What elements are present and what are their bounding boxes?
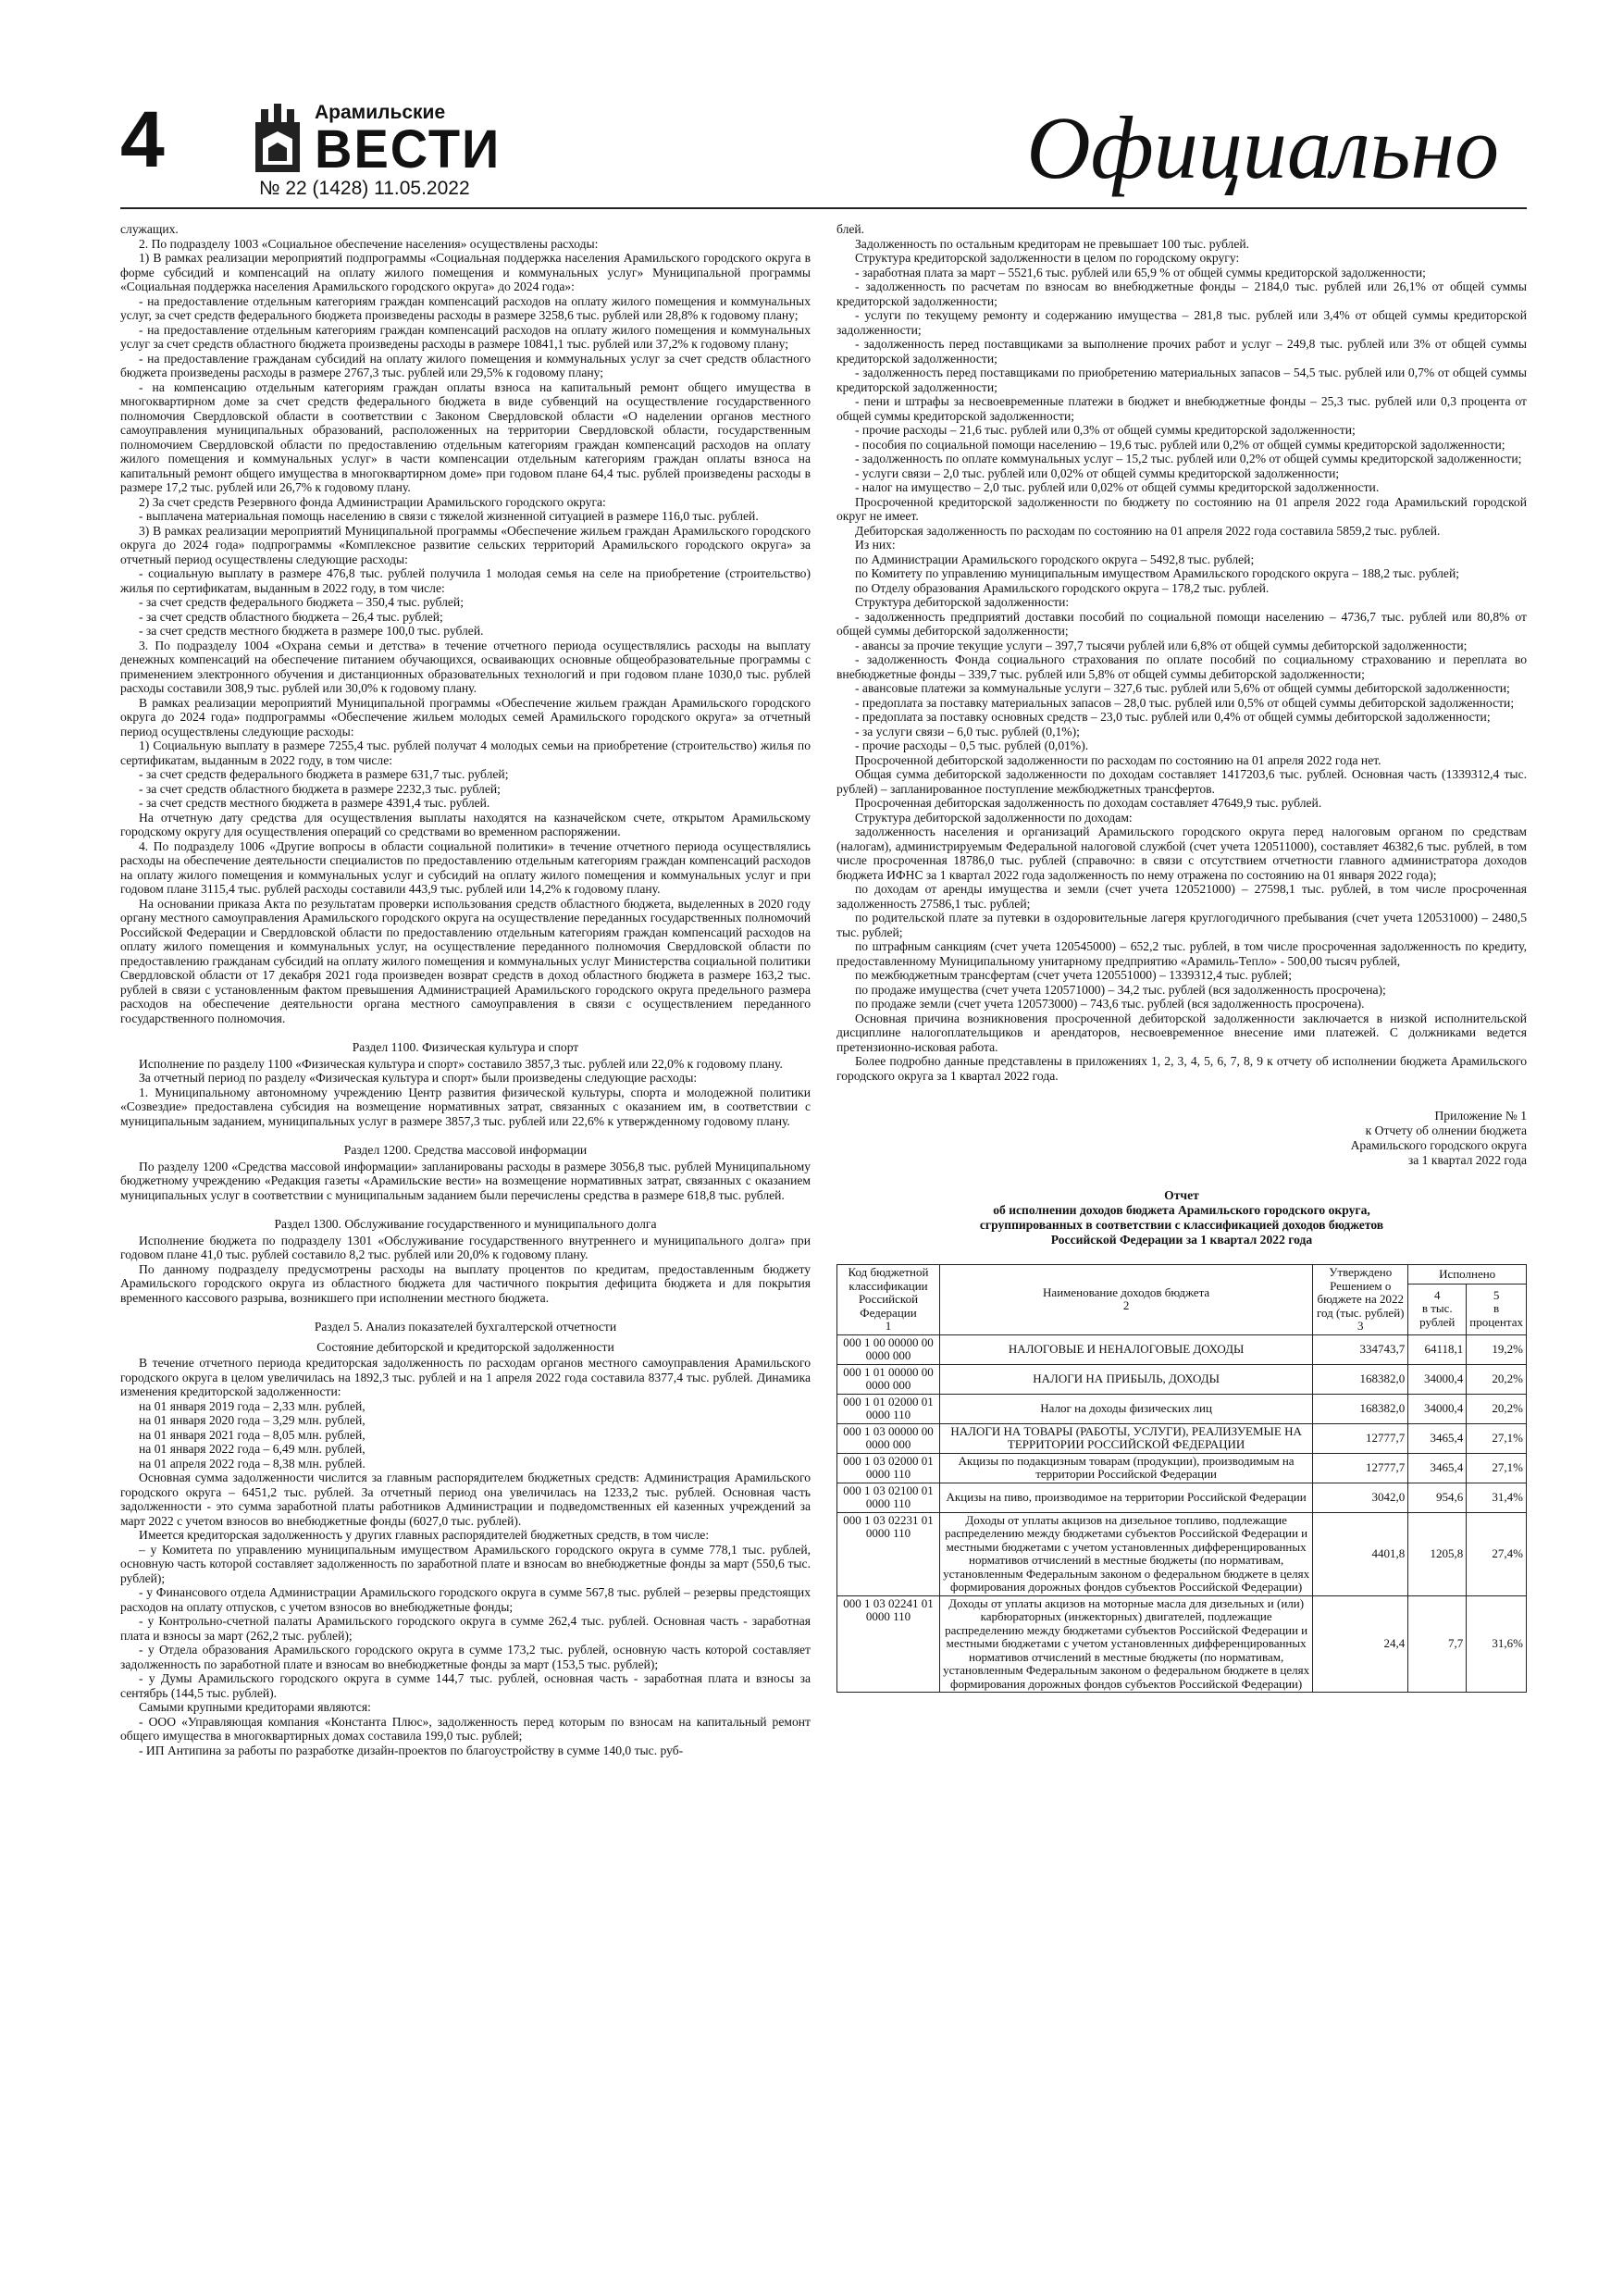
paragraph: по Комитету по управлению муниципальным имуществом Арамильского городского округа – 188,2 тыс. рублей;: [855, 566, 1460, 580]
table-row: 000 1 03 02000 01 0000 110 Акцизы по подакцизным товарам (продукции), производимым на территории Российской Федерации 12777,7 3465,4 27,1%: [837, 1453, 1527, 1483]
paragraph: задолженность населения и организаций Арамильского городского округа перед налоговым органом по средствам (налогам), администрируемым Федеральной налоговой службой (счет учета 120511000), составляет 46382,6 тыс. рублей, в том числе просроченная 18786,0 тыс. рублей (справочно: в связи с отсутствием отчетности главного администратора доходов бюджета ИФНС за 1 квартал 2022 года задолженность по нему отражена по состоянию на 01 января 2022 года);: [836, 825, 1527, 882]
revenue-table: [836, 1264, 1527, 1693]
paragraph: - у Думы Арамильского городского округа в сумме 144,7 тыс. рублей, основная часть - заработная плата и взносы за сентябрь (144,5 тыс. рублей).: [120, 1671, 811, 1700]
paragraph: - задолженность по оплате коммунальных услуг – 15,2 тыс. рублей или 0,2% от общей суммы кредиторской задолженности;: [855, 452, 1522, 465]
paragraph: 1. Муниципальному автономному учреждению Центр развития физической культуры, спорта и молодежной политики «Созвездие» предоставлена субсидия на возмещение нормативных затрат, связанных с оказанием им, в соответствии с муниципальным заданием, муниципальных услуг в размере 3857,3 тыс. рублей или 22,6% к утвержденному годовому плану.: [120, 1085, 811, 1128]
paragraph: служащих.: [120, 222, 179, 236]
paragraph: - ООО «Управляющая компания «Константа Плюс», задолженность перед которым по взносам на капитальный ремонт общего имущества в многоквартирных домах составила 199,0 тыс. рублей;: [120, 1714, 811, 1743]
paragraph: Исполнение по разделу 1100 «Физическая культура и спорт» составило 3857,3 тыс. рублей или 22,0% к годовому плану.: [139, 1056, 783, 1071]
paragraph: - на компенсацию отдельным категориям граждан оплаты взноса на капитальный ремонт общего имущества в многоквартирном доме за счет средств федерального бюджета в виде субвенций на осуществление государственного полномочия Свердловской области в соответствии с Законом Свердловской области «О наделении органов местного самоуправления муниципальных образований, расположенных на территории Свердловской области, государственным полномочием Свердловской области по предоставлению отдельным категориям граждан компенсаций расходов на оплату жилого помещения и коммунальных услуг» в части компенсации отдельным категориям граждан оплаты взноса на капитальный ремонт общего имущества в многоквартирном доме» при годовом плане 64,4 тыс. рублей произведены расходы в размере 17,2 тыс. рублей или 26,7% к годовому плану.: [120, 379, 811, 494]
paragraph: по штрафным санкциям (счет учета 120545000) – 652,2 тыс. рублей, в том числе просроченная задолженность по кредиту, предоставленному Муниципальному унитарному предприятию «Арамиль-Тепло» - 500,00 тысяч рублей,: [836, 939, 1527, 968]
header-divider: [120, 207, 1527, 209]
table-row: 000 1 03 02241 01 0000 110 Доходы от уплаты акцизов на моторные масла для дизельных и (или) карбюраторных (инжекторных) двигателей, подлежащие распределению между бюджетами субъектов Российской Федерации и местными бюджетами с учетом установленных дифференцированных нормативов отчислений в местные бюджеты (по нормативам, установленным Федеральным законом о федеральном бюджете в целях формирования дорожных фондов субъектов Российской Федерации) 24,4 7,7 31,6%: [837, 1595, 1527, 1693]
table-row: 000 1 03 00000 00 0000 000 НАЛОГИ НА ТОВАРЫ (РАБОТЫ, УСЛУГИ), РЕАЛИЗУЕМЫЕ НА ТЕРРИТОРИИ РОССИЙСКОЙ ФЕДЕРАЦИИ 12777,7 3465,4 27,1%: [837, 1423, 1527, 1453]
paragraph: - выплачена материальная помощь населению в связи с тяжелой жизненной ситуацией в размере 116,0 тыс. рублей.: [139, 509, 759, 523]
paragraph: 1) Социальную выплату в размере 7255,4 тыс. рублей получат 4 молодых семьи на приобретение (строительство) жилья по сертификатам, выданным в 2022 году, в том числе:: [120, 738, 811, 767]
table-row: 000 1 00 00000 00 0000 000 НАЛОГОВЫЕ И НЕНАЛОГОВЫЕ ДОХОДЫ 334743,7 64118,1 19,2%: [837, 1334, 1527, 1364]
paragraph: на 01 апреля 2022 года – 8,38 млн. рублей.: [139, 1456, 365, 1471]
paragraph: 2) За счет средств Резервного фонда Администрации Арамильского городского округа:: [139, 494, 606, 509]
paragraph: - у Финансового отдела Администрации Арамильского городского округа в сумме 567,8 тыс. рублей – резервы предстоящих расходов на оплату отпусков, с учетом взносов во внебюджетные фонды;: [120, 1585, 811, 1614]
paragraph: Просроченная дебиторская задолженность по доходам составляет 47649,9 тыс. рублей.: [855, 796, 1322, 810]
paragraph: По данному подразделу предусмотрены расходы на выплату процентов по кредитам, предоставленным бюджету Арамильского городского округа из областного бюджета для частичного покрытия дефицита бюджета и для покрытия временного кассового разрыва, возникшего при исполнении местного бюджета.: [120, 1261, 811, 1305]
paragraph: на 01 января 2021 года – 8,05 млн. рублей,: [139, 1427, 365, 1442]
paragraph: Основная причина возникновения просроченной дебиторской задолженности заключается в низкой исполнительской дисциплине налогоплательщиков и арендаторов, несвоевременное внесение ими платежей. С должниками ведется претензионно-исковая работа.: [836, 1011, 1527, 1054]
paragraph: по продаже земли (счет учета 120573000) – 743,6 тыс. рублей (вся задолженность просрочена).: [855, 997, 1365, 1011]
paragraph: - на предоставление отдельным категориям граждан компенсаций расходов на оплату жилого помещения и коммунальных услуг, за счет средств федерального бюджета произведены расходы в размере 3258,6 тыс. рублей или 28,8% к годовому плану;: [120, 293, 811, 322]
paragraph: блей.: [836, 222, 865, 236]
paragraph: по Администрации Арамильского городского округа – 5492,8 тыс. рублей;: [855, 552, 1255, 566]
newspaper-logo-emblem: [252, 102, 304, 176]
header-approved: Утверждено Решением о бюджете на 2022 год (тыс. рублей) 3: [1313, 1265, 1408, 1335]
header-pct: 5 в процентах: [1467, 1284, 1527, 1334]
paragraph: Из них:: [855, 538, 896, 552]
header-executed: Исполнено: [1408, 1265, 1527, 1285]
paragraph: - за счет средств областного бюджета – 26,4 тыс. рублей;: [139, 609, 443, 624]
paragraph: по доходам от аренды имущества и земли (счет учета 120521000) – 27598,1 тыс. рублей, в том числе просроченная задолженность 27586,1 тыс. рублей;: [836, 882, 1527, 911]
paragraph: - за счет средств федерального бюджета в размере 631,7 тыс. рублей;: [139, 767, 509, 781]
paragraph: - налог на имущество – 2,0 тыс. рублей или 0,02% от общей суммы кредиторской задолженности.: [855, 480, 1380, 494]
paragraph: Просроченной кредиторской задолженности по бюджету по состоянию на 01 апреля 2022 года Арамильский городской округ не имеет.: [836, 494, 1527, 523]
header-code: Код бюджетной классификации Российской Федерации 1: [837, 1265, 940, 1335]
paragraph: - за счет средств местного бюджета в размере 100,0 тыс. рублей.: [139, 624, 484, 638]
paragraph: Более подробно данные представлены в приложениях 1, 2, 3, 4, 5, 6, 7, 8, 9 к отчету об исполнении бюджета Арамильского городского округа за 1 квартал 2022 года.: [836, 1054, 1527, 1083]
paragraph: Просроченной дебиторской задолженности по расходам по состоянию на 01 апреля 2022 года нет.: [855, 752, 1381, 767]
paragraph: - заработная плата за март – 5521,6 тыс. рублей или 65,9 % от общей суммы кредиторской задолженности;: [855, 265, 1426, 279]
paragraph: Структура кредиторской задолженности в целом по городскому округу:: [855, 251, 1240, 265]
section-heading-1300: Раздел 1300. Обслуживание государственного и муниципального долга: [274, 1217, 657, 1231]
paragraph: - предоплата за поставку материальных запасов – 28,0 тыс. рублей или 0,5% от общей суммы дебиторской задолженности;: [855, 695, 1515, 710]
right-column: [836, 222, 1527, 1693]
table-row: 000 1 01 02000 01 0000 110 Налог на доходы физических лиц 168382,0 34000,4 20,2%: [837, 1394, 1527, 1423]
report-title: Отчет об исполнении доходов бюджета Арамильского городского округа, сгруппированных в соответствии с классификацией доходов бюджетов Российской Федерации за 1 квартал 2022 года: [979, 1188, 1384, 1247]
table-row: 000 1 03 02100 01 0000 110 Акцизы на пиво, производимое на территории Российской Федерации 3042,0 954,6 31,4%: [837, 1483, 1527, 1512]
paragraph: - на предоставление отдельным категориям граждан компенсаций расходов на оплату жилого помещения и коммунальных услуг за счет средств областного бюджета произведены расходы в размере 10841,1 тыс. рублей или 37,2% к годовому плану;: [120, 322, 811, 351]
section-title: Официально: [1026, 98, 1499, 197]
paragraph: - у Контрольно-счетной палаты Арамильского городского округа в сумме 262,4 тыс. рублей. Основная часть - заработная плата и взносы за март (262,2 тыс. рублей);: [120, 1614, 811, 1643]
table-row: 000 1 03 02231 01 0000 110 Доходы от уплаты акцизов на дизельное топливо, подлежащие распределению между бюджетами субъектов Российской Федерации и местными бюджетами с учетом установленных дифференцированных нормативов отчислений в местные бюджеты (по нормативам, установленным Федеральным законом о федеральном бюджете в целях формирования дорожных фондов субъектов Российской Федерации) 4401,8 1205,8 27,4%: [837, 1512, 1527, 1595]
paragraph: 3) В рамках реализации мероприятий Муниципальной программы «Обеспечение жильем граждан Арамильского городского округа до 2024 года» подпрограммы «Комплексное развитие сельских территорий Арамильского городского округа» за отчетный период осуществлены следующие расходы:: [120, 523, 811, 566]
paragraph: В рамках реализации мероприятий Муниципальной программы «Обеспечение жильем граждан Арамильского городского округа до 2024 года» подпрограммы «Обеспечение жильем молодых семей Арамильского городского округа» за отчетный период осуществлены следующие расходы:: [120, 695, 811, 738]
section-heading-1100: Раздел 1100. Физическая культура и спорт: [352, 1040, 579, 1054]
paragraph: - за счет средств областного бюджета в размере 2232,3 тыс. рублей;: [139, 781, 501, 796]
page-header: [120, 93, 1508, 208]
header-rub: 4 в тыс. рублей: [1408, 1284, 1467, 1334]
paragraph: За отчетный период по разделу «Физическая культура и спорт» были произведены следующие расходы:: [139, 1071, 698, 1085]
header-name: Наименование доходов бюджета 2: [940, 1265, 1313, 1335]
paragraph: - задолженность по расчетам по взносам во внебюджетные фонды – 2184,0 тыс. рублей или 26,1% от общей суммы кредиторской задолженности;: [836, 279, 1527, 308]
paragraph: - пени и штрафы за несвоевременные платежи в бюджет и внебюджетные фонды – 25,3 тыс. рублей или 0,3 процента от общей суммы кредиторской задолженности;: [836, 394, 1527, 423]
paragraph: Структура дебиторской задолженности:: [855, 595, 1070, 609]
paragraph: на 01 января 2022 года – 6,49 млн. рублей,: [139, 1442, 365, 1456]
section-heading-1200: Раздел 1200. Средства массовой информации: [343, 1143, 588, 1157]
paragraph: - прочие расходы – 0,5 тыс. рублей (0,01%).: [855, 738, 1089, 752]
paragraph: Имеется кредиторская задолженность у других главных распорядителей бюджетных средств, в том числе:: [139, 1528, 710, 1542]
paragraph: по родительской плате за путевки в оздоровительные лагеря круглогодичного пребывания (счет учета 120531000) – 2480,5 тыс. рублей;: [836, 911, 1527, 939]
paragraph: Дебиторская задолженность по расходам по состоянию на 01 апреля 2022 года составила 5859,2 тыс. рублей.: [855, 523, 1441, 538]
paragraph: - на предоставление гражданам субсидий на оплату жилого помещения и коммунальных услуг за счет средств областного бюджета произведены расходы в размере 2767,3 тыс. рублей или 29,5% к годовому плану;: [120, 351, 811, 379]
paragraph: Структура дебиторской задолженности по доходам:: [855, 810, 1133, 825]
paragraph: Исполнение бюджета по подразделу 1301 «Обслуживание государственного внутреннего и муниципального долга» при годовом плане 41,0 тыс. рублей составило 8,2 тыс. рублей или 20,0% к годовому плану.: [120, 1233, 811, 1261]
paragraph: - задолженность перед поставщиками по приобретению материальных запасов – 54,5 тыс. рублей или 0,7% от общей суммы кредиторской задолженности;: [836, 366, 1527, 394]
paragraph: - пособия по социальной помощи населению – 19,6 тыс. рублей или 0,2% от общей суммы кредиторской задолженности;: [855, 437, 1505, 452]
appendix-note: Приложение № 1 к Отчету об олнении бюджета Арамильского городского округа за 1 квартал 2022 года: [1350, 1109, 1527, 1167]
paragraph: по Отделу образования Арамильского городского округа – 178,2 тыс. рублей.: [855, 580, 1270, 595]
paragraph: - предоплата за поставку основных средств – 23,0 тыс. рублей или 0,4% от общей суммы дебиторской задолженности;: [855, 710, 1491, 724]
paragraph: - услуги связи – 2,0 тыс. рублей или 0,02% от общей суммы кредиторской задолженности;: [855, 465, 1340, 480]
paragraph: - социальную выплату в размере 476,8 тыс. рублей получила 1 молодая семья на селе на приобретение (строительство) жилья по сертификатам, выданным в 2022 году, в том числе:: [120, 566, 811, 595]
paragraph: В течение отчетного периода кредиторская задолженность по расходам органов местного самоуправления Арамильского городского округа в целом увеличилась на 1892,3 тыс. рублей и на 1 апреля 2022 года составила 8377,4 тыс. рублей. Динамика изменения кредиторской задолженности:: [120, 1356, 811, 1398]
subsection-heading-debts: Состояние дебиторской и кредиторской задолженности: [316, 1339, 614, 1354]
paragraph: На основании приказа Акта по результатам проверки использования средств областного бюджета, выделенных в 2020 году органу местного самоуправления Арамильского городского округа на осуществление переданных государственных полномочий Российской Федерации и Свердловской области по предоставлению отдельным категориям граждан компенсаций расходов на оплату жилого помещения и коммунальных услуг, на осуществление переданного полномочия Свердловской области по предоставлению гражданам субсидий на оплату жилого помещения и коммунальных услуг Министерства социальной политики Свердловской области от 17 декабря 2021 года произведен возврат средств в доход областного бюджета в размере 163,2 тыс. рублей в связи с установленным фактом превышения Администрацией Арамильского городского округа предельного размера расходов на обеспечение деятельности органа местного самоуправления в связи с осуществлением переданного государственного полномочия.: [120, 896, 811, 1025]
paragraph: - услуги по текущему ремонту и содержанию имущества – 281,8 тыс. рублей или 3,4% от общей суммы кредиторской задолженности;: [836, 308, 1527, 337]
paragraph: 3. По подразделу 1004 «Охрана семьи и детства» в течение отчетного периода осуществлялись расходы на выплату денежных компенсаций на обеспечение питанием обучающихся, осваивающих основные общеобразовательные программы с применением электронного обучения и дистанционных образовательных технологий и при годовом плане 1030,0 тыс. рублей расходы составили 308,9 тыс. рублей или 30,0% к годовому плану.: [120, 638, 811, 695]
paragraph: - ИП Антипина за работы по разработке дизайн-проектов по благоустройству в сумме 140,0 тыс. руб-: [139, 1743, 684, 1757]
paragraph: На отчетную дату средства для осуществления выплаты находятся на казначейском счете, открытом Арамильскому городскому округу для осуществления операций со средствами во временном распоряжении.: [120, 810, 811, 838]
paragraph: 4. По подразделу 1006 «Другие вопросы в области социальной политики» в течение отчетного периода осуществлялись расходы на обеспечение деятельности специалистов по предоставлению отдельным категориям граждан компенсаций расходов на оплату жилого помещения и коммунальных услуг и субсидий на оплату жилого помещения и коммунальных услуг и при годовом плане 3115,4 тыс. рублей расходы составили 443,9 тыс. рублей или 14,2% к годовому плану.: [120, 838, 811, 896]
page-number: 4: [120, 95, 165, 184]
paragraph: Основная сумма задолженности числится за главным распорядителем бюджетных средств: Администрация Арамильского городского округа – 6451,2 тыс. рублей. За отчетный период она увеличилась на 1233,2 тыс. рублей. Основная часть задолженности - это сумма заработной платы работников Администрации и подведомственных ей казенных учреждений за март 2022 с учетом взносов во внебюджетные фонды (6027,0 тыс. рублей).: [120, 1471, 811, 1528]
paragraph: - за счет средств местного бюджета в размере 4391,4 тыс. рублей.: [139, 796, 490, 810]
paragraph: по продаже имущества (счет учета 120571000) – 34,2 тыс. рублей (вся задолженность просрочена);: [855, 982, 1386, 997]
paragraph: Самыми крупными кредиторами являются:: [139, 1700, 371, 1714]
table-row: 000 1 01 00000 00 0000 000 НАЛОГИ НА ПРИБЫЛЬ, ДОХОДЫ 168382,0 34000,4 20,2%: [837, 1364, 1527, 1394]
paragraph: по межбюджетным трансфертам (счет учета 120551000) – 1339312,4 тыс. рублей;: [855, 968, 1292, 982]
paragraph: на 01 января 2019 года – 2,33 млн. рублей,: [139, 1398, 365, 1413]
paragraph: - задолженность перед поставщиками за выполнение прочих работ и услуг – 249,8 тыс. рублей или 3% от общей суммы кредиторской задолженности;: [836, 337, 1527, 366]
paragraph: – у Комитета по управлению муниципальным имуществом Арамильского городского округа в сумме 778,1 тыс. рублей, основную часть которой составляет задолженность по заработной плате и взносам во внебюджетные фонды за март (550,6 тыс. рублей);: [120, 1542, 811, 1585]
brand-subtitle: Арамильские: [315, 102, 446, 123]
paragraph: Задолженность по остальным кредиторам не превышает 100 тыс. рублей.: [855, 236, 1250, 251]
paragraph: - задолженность предприятий доставки пособий по социальной помощи населению – 4736,7 тыс. рублей или 80,8% от общей суммы дебиторской задолженности;: [836, 609, 1527, 638]
paragraph: - авансы за прочие текущие услуги – 397,7 тысячи рублей или 6,8% от общей суммы дебиторской задолженности;: [855, 638, 1468, 652]
paragraph: - задолженность Фонда социального страхования по оплате пособий по социальному страхованию и переплата во внебюджетные фонды – 339,7 тыс. рублей или 5,8% от общей суммы дебиторской задолженности;: [836, 652, 1527, 681]
paragraph: на 01 января 2020 года – 3,29 млн. рублей,: [139, 1413, 365, 1427]
issue-number-date: № 22 (1428) 11.05.2022: [259, 178, 470, 199]
paragraph: По разделу 1200 «Средства массовой информации» запланированы расходы в размере 3056,8 тыс. рублей Муниципальному бюджетному учреждению «Редакция газеты «Арамильские вести» на возмещение нормативных затрат, связанных с оказанием муниципальных услуг в соответствии с муниципальным заданием были перечислены средства в размере 618,8 тыс. рублей.: [120, 1159, 811, 1202]
paragraph: - авансовые платежи за коммунальные услуги – 327,6 тыс. рублей или 5,6% от общей суммы дебиторской задолженности;: [855, 681, 1510, 695]
paragraph: - за счет средств федерального бюджета – 350,4 тыс. рублей;: [139, 595, 464, 609]
paragraph: 1) В рамках реализации мероприятий подпрограммы «Социальная поддержка населения Арамильского городского округа в форме субсидий и компенсаций на оплату жилого помещения и коммунальных услуг» Муниципальной программы «Социальная поддержка населения Арамильского городского округа» до 2024 года»:: [120, 251, 811, 293]
paragraph: 2. По подразделу 1003 «Социальное обеспечение населения» осуществлены расходы:: [139, 236, 599, 251]
brand-title: ВЕСТИ: [315, 118, 502, 180]
paragraph: - прочие расходы – 21,6 тыс. рублей или 0,3% от общей суммы кредиторской задолженности;: [855, 423, 1356, 437]
paragraph: - у Отдела образования Арамильского городского округа в сумме 173,2 тыс. рублей, основную часть которой составляет задолженность по заработной плате и взносам во внебюджетные фонды за март (153,5 тыс. рублей);: [120, 1643, 811, 1671]
left-column: [120, 222, 811, 1757]
paragraph: - за услуги связи – 6,0 тыс. рублей (0,1%);: [855, 724, 1080, 738]
section-heading-5: Раздел 5. Анализ показателей бухгалтерской отчетности: [314, 1320, 617, 1334]
paragraph: Общая сумма дебиторской задолженности по доходам составляет 1417203,6 тыс. рублей. Основная часть (1339312,4 тыс. рублей) – запланированное поступление межбюджетных трансфертов.: [836, 767, 1527, 796]
